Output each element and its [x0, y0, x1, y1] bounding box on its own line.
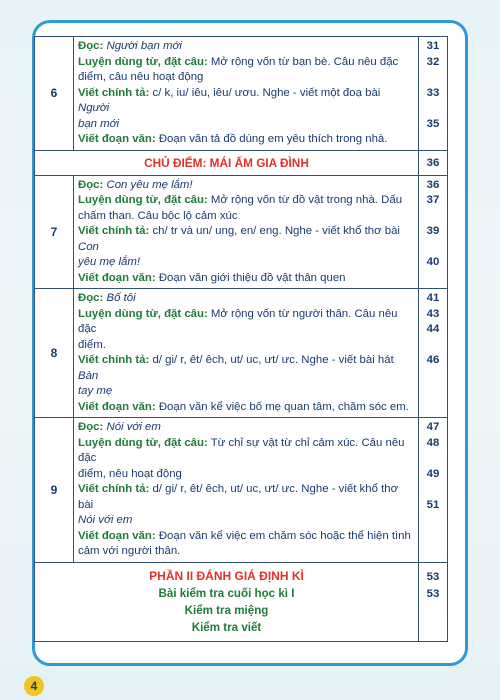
lesson-number: 6: [35, 37, 74, 151]
lesson-content: [74, 418, 419, 563]
section-label: Viết chính tả:: [78, 483, 150, 495]
section-label: Viết đoạn văn:: [78, 133, 156, 145]
lesson-title: Người: [78, 102, 110, 114]
page-number: 40: [426, 256, 440, 268]
section-label: Viết đoạn văn:: [78, 400, 156, 413]
lesson-line: Viết đoạn văn: Đoạn văn tả đồ dùng em yêu thích trong nhà.: [78, 133, 388, 145]
lesson-number: 7: [35, 175, 74, 289]
page-number: 35: [426, 117, 440, 130]
lesson-title: Nói với em: [78, 514, 133, 526]
theme-page: 36: [419, 150, 448, 175]
page-number: 53: [426, 587, 440, 600]
section-label: Viết đoạn văn:: [78, 529, 156, 542]
lesson-title: Con yêu mẹ lắm!: [106, 178, 193, 191]
page-number: 49: [426, 467, 440, 480]
lesson-title: Bố tôi: [106, 292, 136, 304]
page-number: 44: [426, 323, 440, 335]
evaluation-item: Kiểm tra viết: [191, 620, 262, 634]
page-number: 37: [426, 194, 440, 206]
lesson-line: Luyện dùng từ, đặt câu: Mở rộng vốn từ đồ vật trong nhà. Dấu: [78, 194, 403, 206]
page-number: [419, 101, 447, 117]
lesson-line: Viết đoạn văn: Đoạn văn kể việc bố mẹ quan tâm, chăm sóc em.: [78, 400, 409, 413]
section-label: Đọc:: [78, 421, 104, 433]
lesson-line: Viết đoạn văn: Đoạn văn giới thiệu đồ vật thân quen: [78, 271, 346, 284]
section-label: Luyện dùng từ, đặt câu:: [78, 194, 208, 206]
section-label: Đọc:: [78, 178, 104, 191]
lesson-line: Viết chính tả: d/ gi/ r, êt/ êch, ut/ uc, ưt/ ưc. Nghe - viết khổ thơ bài: [78, 483, 399, 511]
lesson-row-7: [35, 175, 448, 289]
lesson-row-6: [35, 37, 448, 151]
section-label: Luyện dùng từ, đặt câu:: [78, 436, 208, 449]
evaluation-pages: [419, 562, 448, 641]
page-number: [419, 70, 447, 86]
page-number: 31: [426, 40, 440, 52]
theme-row: [35, 150, 448, 175]
lesson-title: yêu mẹ lắm!: [78, 256, 141, 268]
lesson-line: điểm, nêu hoạt động: [78, 467, 182, 480]
lesson-row-8: [35, 289, 448, 418]
evaluation-item: Bài kiểm tra cuối học kì I: [158, 586, 295, 600]
lesson-line: Luyện dùng từ, đặt câu: Từ chỉ sự vật từ chỉ cảm xúc. Câu nêu đặc: [78, 436, 405, 464]
lesson-line: [78, 117, 414, 133]
lesson-content: [74, 37, 419, 151]
page-number: 46: [426, 354, 440, 366]
lesson-line: Luyện dùng từ, đặt câu: Mở rộng vốn từ bạn bè. Câu nêu đặc: [78, 55, 399, 68]
evaluation-content: [35, 562, 419, 641]
lesson-title: tay mẹ: [78, 385, 113, 397]
lesson-line: điểm, câu nêu hoạt động: [78, 71, 204, 83]
page-numbers: [419, 418, 448, 563]
lesson-line: Viết chính tả: ch/ tr và un/ ung, en/ eng. Nghe - viết khổ thơ bài Con: [78, 225, 400, 253]
lesson-line: [78, 178, 414, 194]
page-numbers: [419, 37, 448, 151]
lesson-line: [78, 384, 414, 400]
evaluation-title: PHẦN II ĐÁNH GIÁ ĐỊNH KÌ: [149, 568, 304, 583]
page-number: 32: [426, 55, 440, 68]
section-label: Đọc:: [78, 292, 104, 304]
theme-title: CHỦ ĐIỂM: MÁI ẤM GIA ĐÌNH: [35, 150, 419, 175]
page-number: [419, 369, 447, 385]
section-label: Viết chính tả:: [78, 354, 150, 366]
lesson-line: Luyện dùng từ, đặt câu: Mở rộng vốn từ người thân. Câu nêu đặc: [78, 307, 398, 335]
page-number: [419, 240, 447, 256]
table-of-contents: [34, 36, 448, 642]
lesson-title: Người bạn mới: [106, 40, 182, 52]
page-number: 47: [426, 421, 440, 433]
page-number: 43: [426, 307, 440, 320]
lesson-line: điểm.: [78, 338, 106, 351]
lesson-line: Viết đoạn văn: Đoạn văn kể việc em chăm sóc hoặc thể hiện tình: [78, 529, 411, 542]
page-numbers: [419, 289, 448, 418]
lesson-number: 8: [35, 289, 74, 418]
lesson-line: [78, 420, 414, 436]
page-number: 48: [426, 436, 440, 449]
page-number: [419, 338, 447, 354]
lesson-line: Viết chính tả: c/ k, iu/ iêu, iêu/ ươu. Nghe - viết một đoạ bài Người: [78, 86, 381, 114]
lesson-content: [74, 289, 419, 418]
lesson-line: [78, 255, 414, 271]
page-number: 39: [426, 225, 440, 237]
page-number: 41: [426, 292, 440, 304]
section-label: Luyện dùng từ, đặt câu:: [78, 307, 208, 320]
lesson-line: [78, 291, 414, 307]
section-label: Đọc:: [78, 40, 104, 52]
page-number: [419, 482, 447, 498]
page-number: 51: [426, 498, 440, 511]
lesson-line: chấm than. Câu bộc lộ cảm xúc: [78, 209, 238, 222]
page-number-badge: 4: [24, 676, 44, 696]
lesson-title: Bàn: [78, 369, 99, 382]
lesson-row-9: [35, 418, 448, 563]
lesson-line: [78, 513, 414, 529]
page-number: [419, 209, 447, 225]
lesson-title: Nói với em: [106, 421, 161, 433]
page-numbers: [419, 175, 448, 289]
page-number: [419, 513, 447, 529]
page-number: 53: [426, 570, 440, 583]
lesson-line: [78, 39, 414, 55]
section-label: Luyện dùng từ, đặt câu:: [78, 55, 208, 68]
section-label: Viết đoạn văn:: [78, 271, 156, 284]
lesson-content: [74, 175, 419, 289]
lesson-line: cảm với người thân.: [78, 545, 181, 557]
lesson-title: bạn mới: [78, 117, 120, 130]
evaluation-item: Kiểm tra miệng: [184, 603, 269, 617]
page-number: 33: [426, 86, 440, 99]
lesson-number: 9: [35, 418, 74, 563]
evaluation-row: [35, 562, 448, 641]
lesson-title: Con: [78, 240, 99, 253]
page-number: 36: [426, 178, 440, 191]
section-label: Viết chính tả:: [78, 225, 150, 237]
section-label: Viết chính tả:: [78, 86, 150, 99]
lesson-line: Viết chính tả: d/ gi/ r, êt/ êch, ut/ uc, ưt/ ưc. Nghe - viết bài hát Bàn: [78, 354, 394, 382]
page-number: [419, 451, 447, 467]
